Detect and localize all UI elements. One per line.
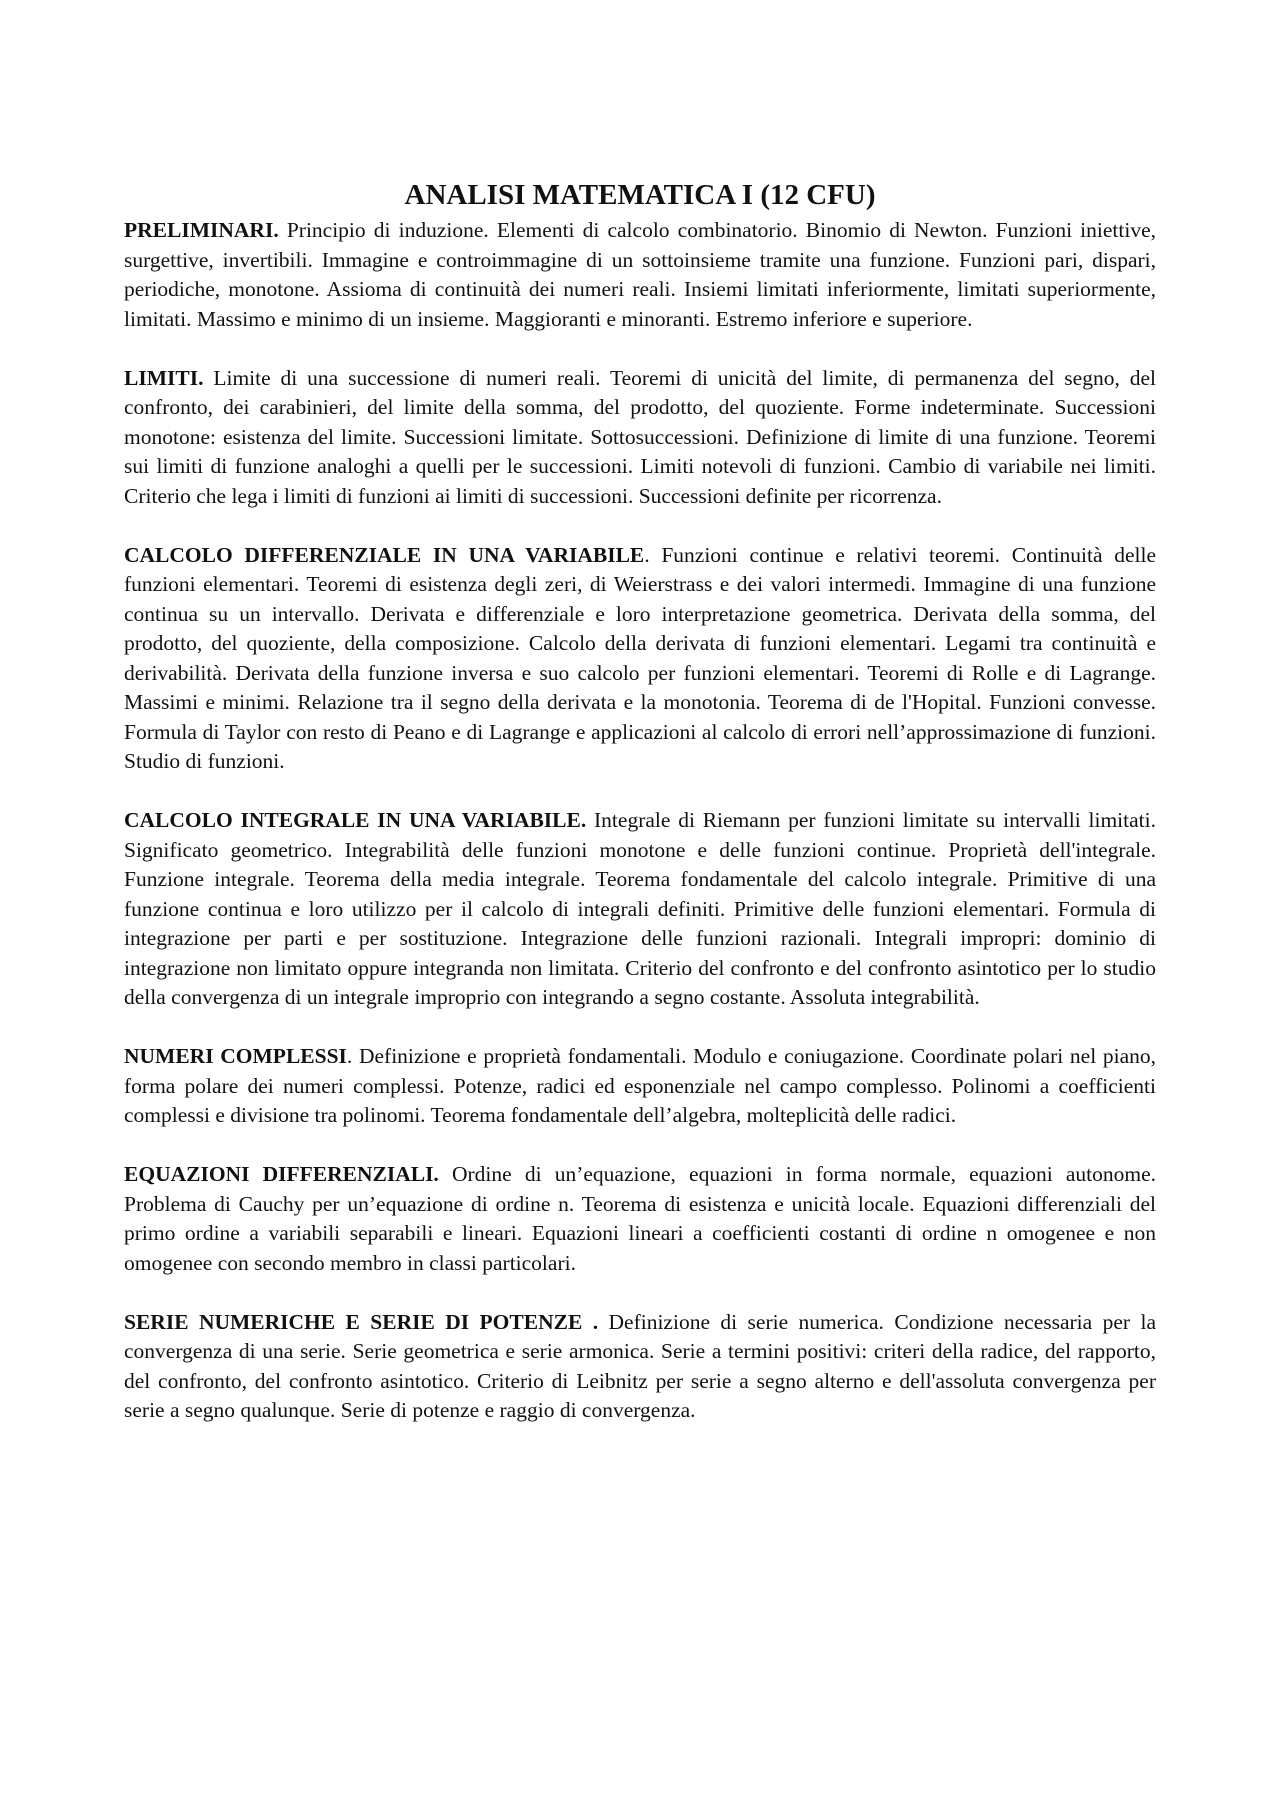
section-heading: LIMITI.: [124, 365, 204, 390]
section-equazioni-differenziali: [124, 1160, 1156, 1278]
section-limiti: [124, 364, 1156, 512]
section-preliminari: [124, 216, 1156, 334]
section-body: Integrale di Riemann per funzioni limitate su intervalli limitati. Significato geometrico. Integrabilità delle funzioni monotone e delle funzioni continue. Proprietà dell'integrale. Funzione integrale. Teorema della media integrale. Teorema fondamentale del calcolo integrale. Primitive di una funzione continua e loro utilizzo per il calcolo di integrali definiti. Primitive delle funzioni elementari. Formula di integrazione per parti e per sostituzione. Integrazione delle funzioni razionali. Integrali impropri: dominio di integrazione non limitato oppure integranda non limitata. Criterio del confronto e del confronto asintotico per lo studio della convergenza di un integrale improprio con integrando a segno costante. Assoluta integrabilità.: [124, 808, 1156, 1009]
section-heading: CALCOLO INTEGRALE IN UNA VARIABILE.: [124, 808, 587, 832]
section-body: Definizione di serie numerica. Condizione necessaria per la convergenza di una serie. Serie geometrica e serie armonica. Serie a termini positivi: criteri della radice, del rapporto, del confronto, del confronto asintotico. Criterio di Leibnitz per serie a segno alterno e dell'assoluta convergenza per serie a segno qualunque. Serie di potenze e raggio di convergenza.: [124, 1309, 1156, 1422]
section-heading: CALCOLO DIFFERENZIALE IN UNA VARIABILE: [124, 542, 645, 567]
section-body: . Funzioni continue e relativi teoremi. Continuità delle funzioni elementari. Teoremi di esistenza degli zeri, di Weierstrass e dei valori intermedi. Immagine di una funzione continua su un intervallo. Derivata e differenziale e loro interpretazione geometrica. Derivata della somma, del prodotto, del quoziente, della composizione. Calcolo della derivata di funzioni elementari. Legami tra continuità e derivabilità. Derivata della funzione inversa e suo calcolo per funzioni elementari. Teoremi di Rolle e di Lagrange. Massimi e minimi. Relazione tra il segno della derivata e la monotonia. Teorema di de l'Hopital. Funzioni convesse. Formula di Taylor con resto di Peano e di Lagrange e applicazioni al calcolo di errori nell’approssimazione di funzioni. Studio di funzioni.: [124, 542, 1156, 773]
section-serie: [124, 1308, 1156, 1426]
section-heading: PRELIMINARI.: [124, 218, 279, 242]
document-page: [124, 178, 1156, 1455]
section-heading: NUMERI COMPLESSI: [124, 1044, 347, 1068]
page-title: ANALISI MATEMATICA I (12 CFU): [404, 179, 876, 211]
section-body: Ordine di un’equazione, equazioni in forma normale, equazioni autonome. Problema di Cauchy per un’equazione di ordine n. Teorema di esistenza e unicità locale. Equazioni differenziali del primo ordine a variabili separabili e lineari. Equazioni lineari a coefficienti costanti di ordine n omogenee e non omogenee con secondo membro in classi particolari.: [124, 1162, 1156, 1275]
section-body: . Definizione e proprietà fondamentali. Modulo e coniugazione. Coordinate polari nel piano, forma polare dei numeri complessi. Potenze, radici ed esponenziale nel campo complesso. Polinomi a coefficienti complessi e divisione tra polinomi. Teorema fondamentale dell’algebra, molteplicità delle radici.: [124, 1044, 1156, 1127]
section-numeri-complessi: [124, 1042, 1156, 1131]
section-body: Principio di induzione. Elementi di calcolo combinatorio. Binomio di Newton. Funzioni iniettive, surgettive, invertibili. Immagine e controimmagine di un sottoinsieme tramite una funzione. Funzioni pari, dispari, periodiche, monotone. Assioma di continuità dei numeri reali. Insiemi limitati inferiormente, limitati superiormente, limitati. Massimo e minimo di un insieme. Maggioranti e minoranti. Estremo inferiore e superiore.: [124, 218, 1156, 331]
section-heading: EQUAZIONI DIFFERENZIALI.: [124, 1162, 439, 1186]
section-body: Limite di una successione di numeri reali. Teoremi di unicità del limite, di permanenza del segno, del confronto, dei carabinieri, del limite della somma, del prodotto, del quoziente. Forme indeterminate. Successioni monotone: esistenza del limite. Successioni limitate. Sottosuccessioni. Definizione di limite di una funzione. Teoremi sui limiti di funzione analoghi a quelli per le successioni. Limiti notevoli di funzioni. Cambio di variabile nei limiti. Criterio che lega i limiti di funzioni ai limiti di successioni. Successioni definite per ricorrenza.: [124, 365, 1156, 508]
section-calcolo-integrale: [124, 806, 1156, 1013]
section-calcolo-differenziale: [124, 541, 1156, 777]
section-heading: SERIE NUMERICHE E SERIE DI POTENZE .: [124, 1309, 599, 1334]
